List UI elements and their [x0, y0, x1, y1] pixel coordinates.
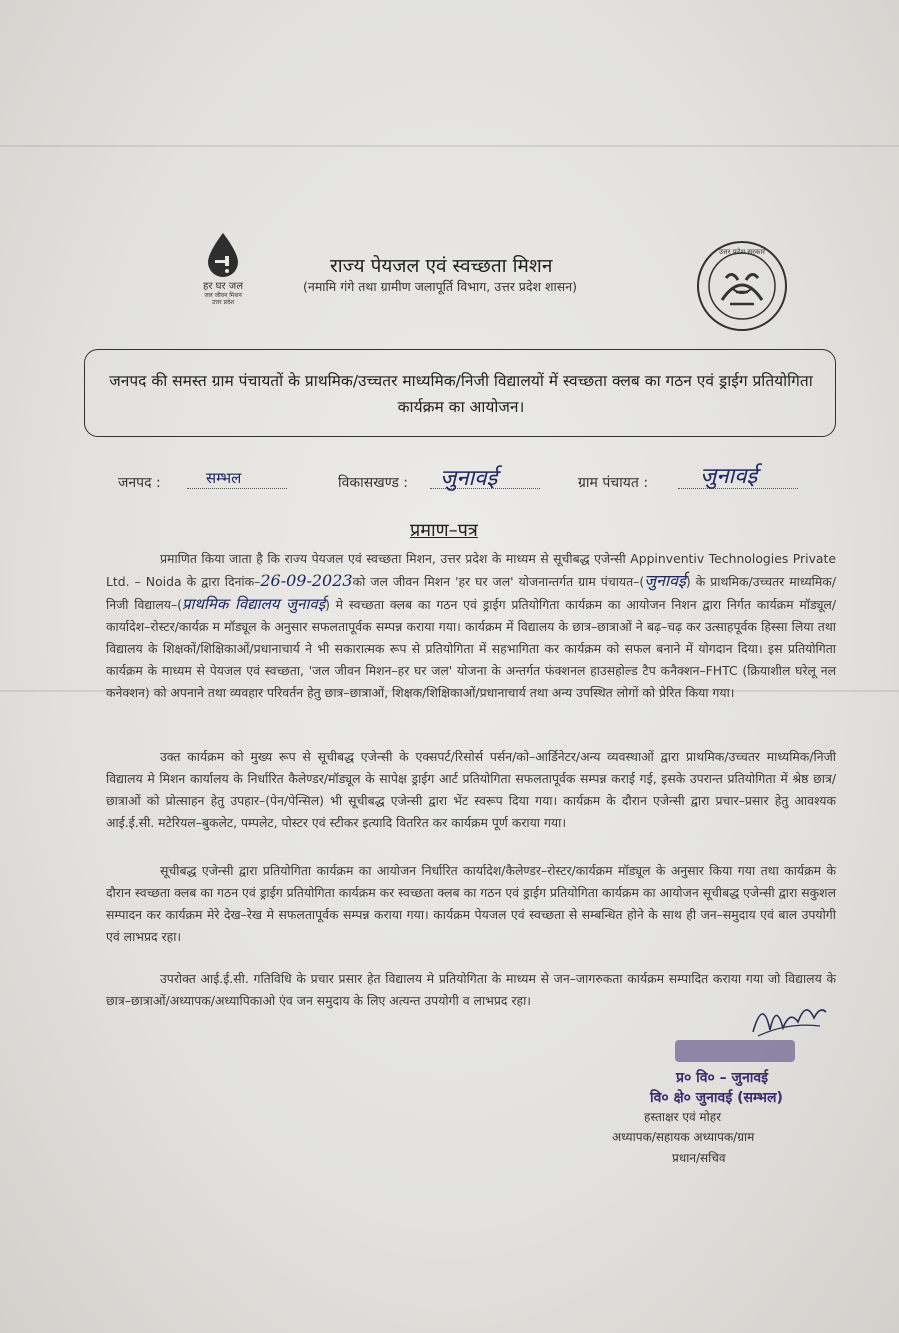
- logo-line-3: उत्तर प्रदेश: [211, 299, 235, 306]
- emblem-text: उत्तर प्रदेश सरकार: [718, 248, 766, 256]
- panchayat-value: जुनावई: [700, 464, 758, 489]
- p1-gram-panchayat: जुनावई: [644, 571, 686, 590]
- paper-fold: [0, 145, 899, 147]
- logo-line-2: जल जीवन मिशन: [204, 292, 242, 299]
- up-state-emblem-icon: [696, 240, 788, 332]
- paragraph-1: [106, 548, 836, 704]
- header-subtitle: (नमामि गंगे तथा ग्रामीण जलापूर्ति विभाग, उत्तर प्रदेश शासन): [303, 279, 578, 294]
- har-ghar-jal-logo: [188, 232, 258, 306]
- certificate-heading: प्रमाण–पत्र: [410, 520, 478, 541]
- designation-line-2: प्रधान/सचिव: [672, 1151, 726, 1165]
- district-value: सम्भल: [206, 469, 242, 487]
- block-label: विकासखण्ड :: [338, 475, 409, 491]
- subject-text: जनपद की समस्त ग्राम पंचायतों के प्राथमिक/उच्चतर माध्यमिक/निजी विद्यालयों में स्वच्छता क्लब का गठन एवं ड्राईग प्रतियोगिता कार्यक्रम का आयोजन।: [109, 372, 813, 416]
- district-label: जनपद :: [118, 475, 161, 491]
- designation-line-1: अध्यापक/सहायक अध्यापक/ग्राम: [612, 1130, 755, 1144]
- stamp-smudge: [675, 1040, 795, 1062]
- paragraph-2: उक्त कार्यक्रम को मुख्य रूप से सूचीबद्ध एजेन्सी के एक्सपर्ट/रिसोर्स पर्सन/को–आर्डिनेटर/अन्य व्यवस्थाओं द्वारा प्राथमिक/उच्चतर माध्यमिक/निजी विद्यालय मे मिशन कार्यालय के निर्धारित कैलेण्डर/मॉड्यूल के सापेक्ष ड्राईग आर्ट प्रतियोगिता सफलतापूर्वक सम्पन्न कराई गई, इसके उपरान्त प्रतियोगिता में श्रेष्ठ छात्र/छात्राओं को प्रोत्साहन हेतु उपहार–(पेन/पेन्सिल) भी सूचीबद्ध एजेन्सी द्वारा भेंट स्वरूप दिया गया। कार्यक्रम के दौरान एजेन्सी द्वारा प्रचार–प्रसार हेतु आवश्यक आई.ई.सी. मटेरियल–बुकलेट, पम्पलेट, पोस्टर एवं स्टीकर इत्यादि वितरित कर कार्यक्रम पूर्ण कराया गया।: [106, 749, 836, 830]
- p1-text-b: को जल जीवन मिशन 'हर घर जल' योजनान्तर्गत ग्राम पंचायत–(: [352, 574, 645, 589]
- logo-line-1: हर घर जल: [203, 281, 243, 292]
- p1-text-d: ) मे स्वच्छता क्लब का गठन एवं ड्राईग प्रतियोगिता कार्यक्रम का आयोजन निशन द्वारा निर्गत कार्यक्रम मॉड्यूल/कार्यादेश–रोस्टर/कार्यक्र म मॉड्यूल के अनुसार सफलतापूर्वक सम्पन्न कराया गया। कार्यक्रम में विद्यालय के छात्र–छात्राओं ने बढ़–चढ़ कर उत्साहपूर्वक हिस्सा लिया तथा विद्यालय के शिक्षकों/शिक्षिकाओं/प्रधानाचार्य ने भी सकारात्मक रूप से प्रतियोगिता में सहभागिता कर कार्यक्रम को सफल बनाने में योगदान दिया। इस प्रतियोगिता कार्यक्रम के माध्यम से पेयजल एवं स्वच्छता, 'जल जीवन मिशन–हर घर जल' योजना के अन्तर्गत फंक्शनल हाउसहोल्ड टैप कनैक्शन–FHTC (क्रियाशील घरेलू नल कनेक्शन) को अपनाने तथा व्यवहार परिवर्तन हेतु छात्र–छात्राओं, शिक्षक/शिक्षिकाओं/प्रधानाचार्य तथा अन्य उपस्थित लोगों को प्रेरित किया गया।: [106, 597, 836, 700]
- p1-school-name: प्राथमिक विद्यालय जुनावई: [182, 595, 326, 613]
- p1-text-c: ) के प्राथमिक/उच्चतर माध्यमिक/निजी विद्यालय–(: [106, 574, 836, 612]
- district-dotted-line: [187, 488, 287, 489]
- block-value: जुनावई: [440, 466, 498, 491]
- p1-date: 26-09-2023: [260, 571, 353, 590]
- stamp-line-1: प्र० वि० – जुनावई: [676, 1070, 768, 1086]
- paragraph-3: सूचीबद्ध एजेन्सी द्वारा प्रतियोगिता कार्यक्रम का आयोजन निर्धारित कार्यादेश/कैलेण्डर–रोस्टर/कार्यक्रम मॉड्यूल के अनुसार किया गया तथा कार्यक्रम के दौरान स्वच्छता क्लब का गठन एवं ड्राईग प्रतियोगिता कार्यक्रम कर स्वच्छता क्लब का गठन एवं ड्राईग प्रतियोगिता कार्यक्रम का आयोजन सूचीबद्ध एजेन्सी द्वारा सकुशल सम्पादन कर कार्यक्रम मेरे देख–रेख मे सफलतापूर्वक सम्पन्न कराया गया। कार्यक्रम पेयजल एवं स्वच्छता से सम्बन्धित होने के साथ ही जन–समुदाय एवं बाल उपयोगी एवं लाभप्रद रहा।: [106, 863, 836, 944]
- panchayat-label: ग्राम पंचायत :: [578, 475, 649, 491]
- stamp-line-2: वि० क्षे० जुनावई (सम्भल): [650, 1090, 783, 1106]
- water-drop-icon: [205, 232, 241, 278]
- paragraph-4: उपरोक्त आई.ई.सी. गतिविधि के प्रचार प्रसार हेत विद्यालय मे प्रतियोगिता के माध्यम से जन–जागरुकता कार्यक्रम सम्पादित कराया गया जो विद्यालय के छात्र–छात्राओं/अध्यापक/अध्यापिकाओ एंव जन समुदाय के लिए अत्यन्त उपयोगी व लाभप्रद रहा।: [106, 971, 836, 1008]
- signature-label: हस्ताक्षर एवं मोहर: [644, 1110, 722, 1124]
- header-title: राज्य पेयजल एवं स्वच्छता मिशन: [330, 255, 553, 277]
- p1-text-a: प्रमाणित किया जाता है कि राज्य पेयजल एवं स्वच्छता मिशन, उत्तर प्रदेश के माध्यम से सूचीबद्ध एजेन्सी Appinventiv Technologies Private Ltd. – Noida के द्वारा दिनांक–: [106, 551, 836, 589]
